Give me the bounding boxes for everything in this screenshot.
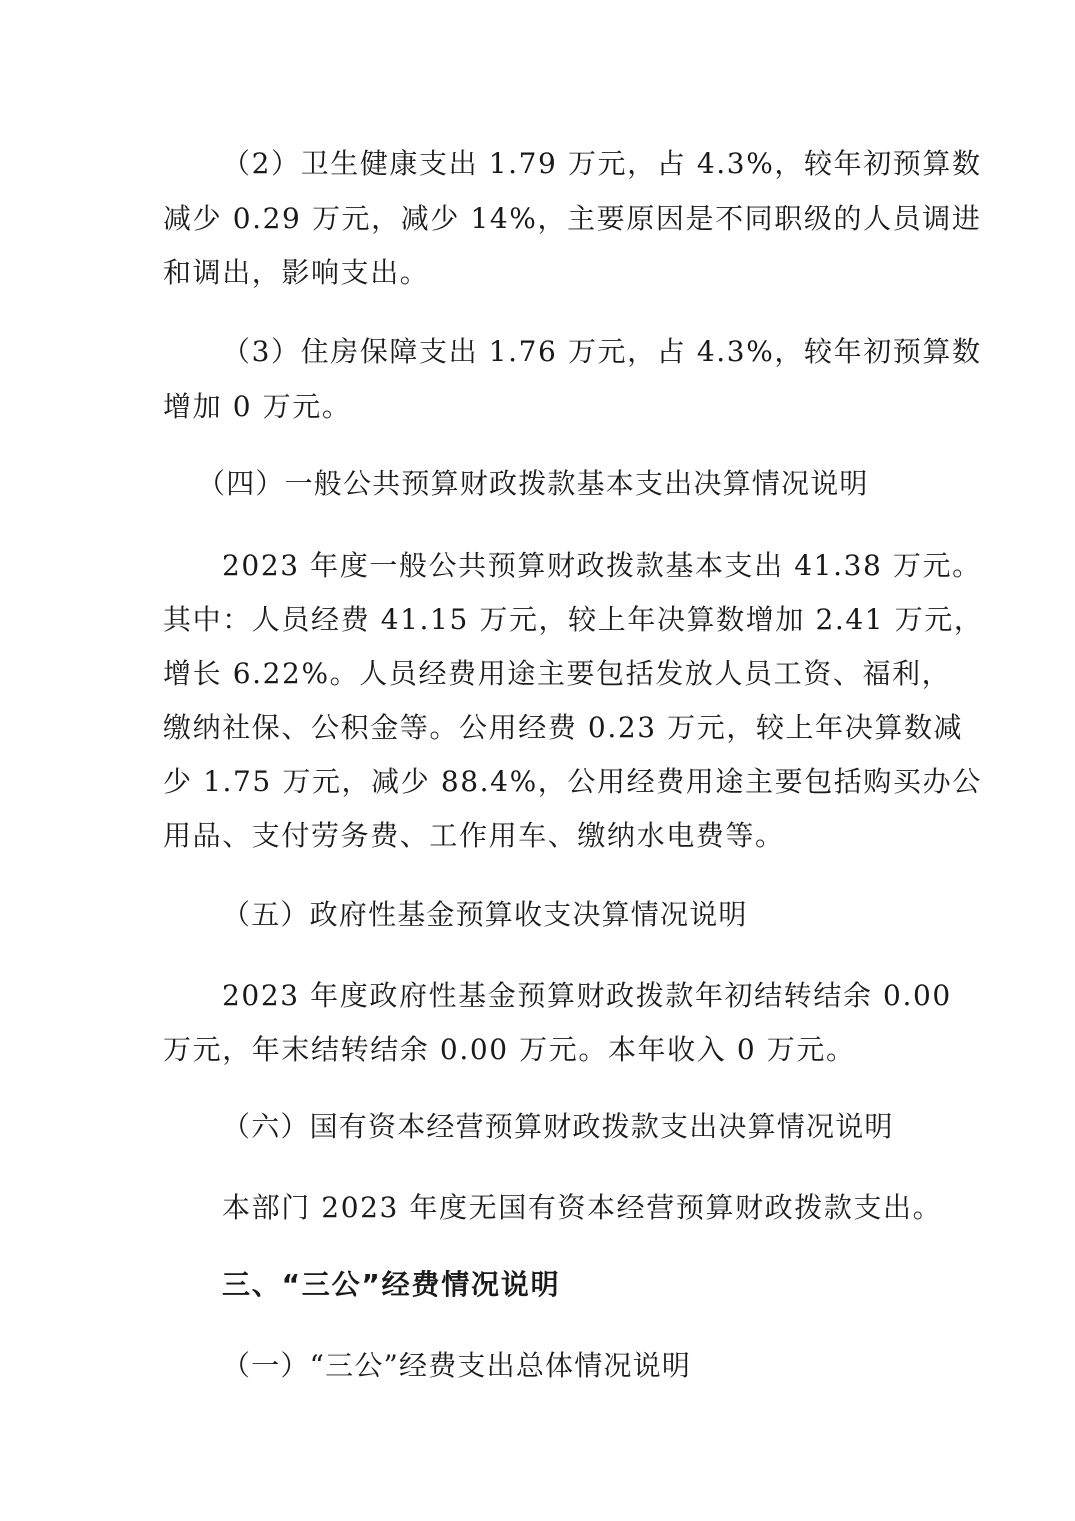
text-line: 增加 0 万元。 [163,390,352,423]
text-line: 增长 6.22%。人员经费用途主要包括发放人员工资、福利， [163,657,952,690]
section-heading: 三、“三公”经费情况说明 [222,1268,561,1301]
text-line: （2）卫生健康支出 1.79 万元，占 4.3%，较年初预算数 [222,147,982,180]
text-line: 本部门 2023 年度无国有资本经营预算财政拨款支出。 [222,1191,943,1224]
subheading: （四）一般公共预算财政拨款基本支出决算情况说明 [197,467,869,500]
subheading: （一）“三公”经费支出总体情况说明 [222,1349,692,1382]
text-line: （3）住房保障支出 1.76 万元，占 4.3%，较年初预算数 [222,335,982,368]
text-line: 用品、支付劳务费、工作用车、缴纳水电费等。 [163,819,785,852]
subheading: （六）国有资本经营预算财政拨款支出决算情况说明 [222,1110,894,1143]
subheading: （五）政府性基金预算收支决算情况说明 [222,898,748,931]
text-line: 和调出，影响支出。 [163,256,430,289]
text-line: 2023 年度一般公共预算财政拨款基本支出 41.38 万元。 [222,549,982,582]
text-line: 万元，年末结转结余 0.00 万元。本年收入 0 万元。 [163,1033,856,1066]
text-line: 2023 年度政府性基金预算财政拨款年初结转结余 0.00 [222,979,952,1012]
text-line: 缴纳社保、公积金等。公用经费 0.23 万元，较上年决算数减 [163,711,964,744]
text-line: 减少 0.29 万元，减少 14%，主要原因是不同职级的人员调进 [163,202,982,235]
text-line: 其中：人员经费 41.15 万元，较上年决算数增加 2.41 万元， [163,603,984,636]
text-line: 少 1.75 万元，减少 88.4%，公用经费用途主要包括购买办公 [163,765,982,798]
